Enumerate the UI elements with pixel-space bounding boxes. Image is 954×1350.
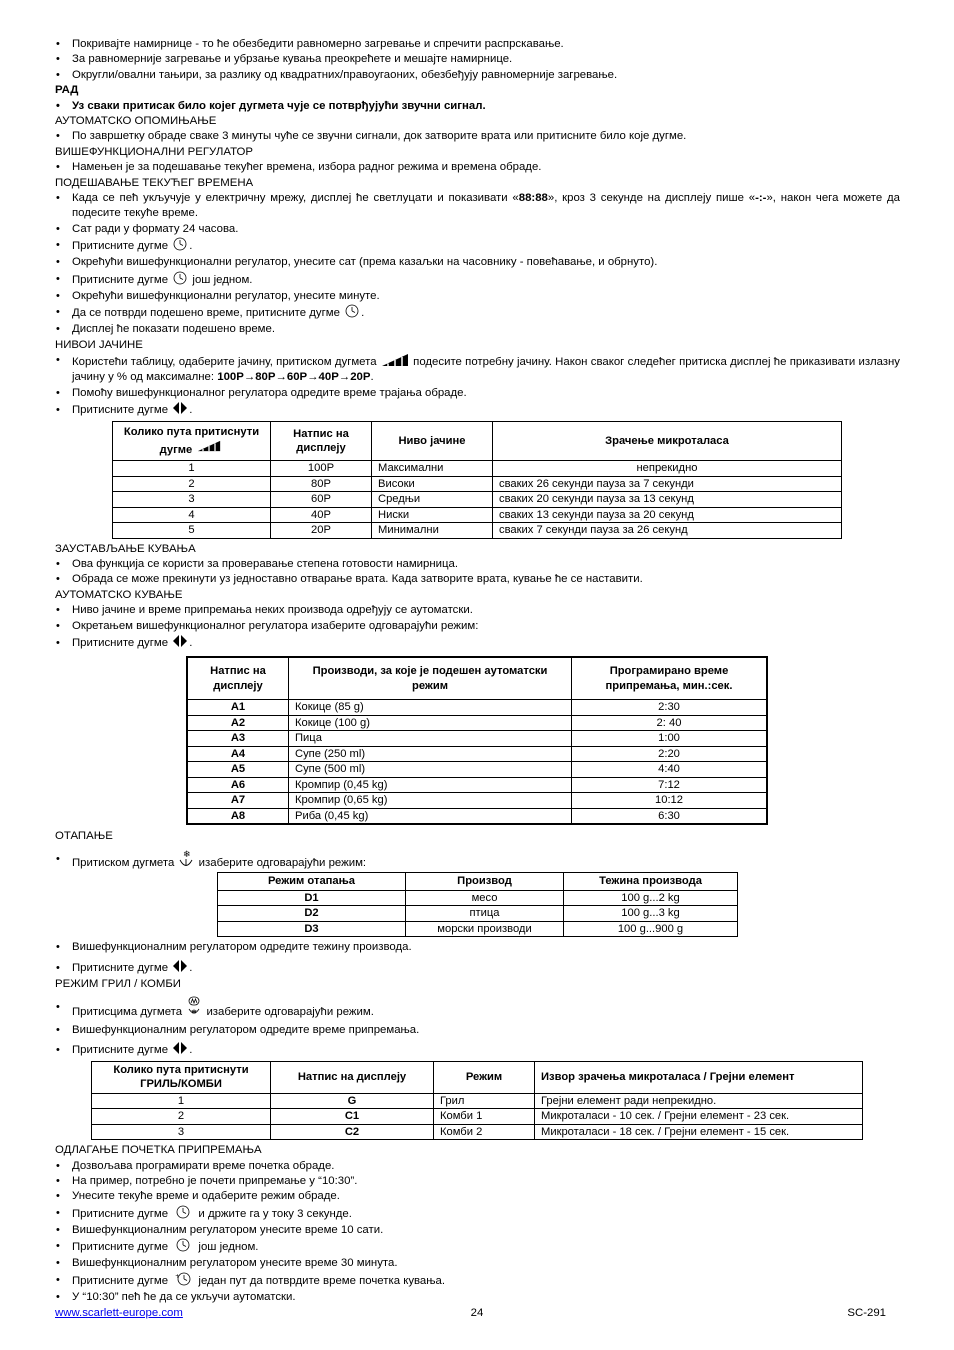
table-row xyxy=(187,715,767,731)
table-header: Колико пута притиснути ГРИЛЬ/КОМБИ xyxy=(92,1061,271,1093)
table-cell: 5 xyxy=(113,523,271,539)
list-item: • Намењен је за подешавање текућег времена, избора радног режима и времена обраде. xyxy=(55,160,900,175)
section-title-auto-warn: АУТОМАТСКО ОПОМИЊАЊЕ xyxy=(55,115,217,128)
table-cell: сваких 7 секунди пауза за 26 секунд xyxy=(493,523,842,539)
list-item: • По завршетку обраде сваке 3 минуты чуће се звучни сигнали, док затворите врата или притисните било које дугме. xyxy=(55,129,900,144)
table-cell: Максимални xyxy=(372,461,493,477)
list-text: Притиском дугмета xyxy=(72,857,175,870)
table-row xyxy=(113,461,842,477)
table-cell: 6:30 xyxy=(572,808,768,824)
list-item: • За равномерније загревање и убрзање кувања преокрећете и мешајте намирнице. xyxy=(55,52,900,67)
table-row xyxy=(218,921,738,937)
table-header: Режим отапања xyxy=(218,873,406,891)
table-cell: 10:12 xyxy=(572,793,768,809)
table-cell: 4 xyxy=(113,507,271,523)
list-item: • Притисните дугме . xyxy=(55,959,900,977)
table-cell: Микроталаси - 18 сек. / Грејни елемент - 15 сек. xyxy=(535,1124,863,1140)
table-cell: A5 xyxy=(187,762,289,778)
table-cell: птица xyxy=(406,906,564,922)
list-item: • Притисните дугме . xyxy=(55,237,900,255)
clock-icon xyxy=(172,1272,194,1286)
table-cell: A4 xyxy=(187,746,289,762)
list-text: », након чега можете да подесите текуће време. xyxy=(72,192,900,220)
section-title-clock: ПОДЕШАВАЊЕ ТЕКУЋЕГ ВРЕМЕНА xyxy=(55,176,254,189)
list-item: • Окрећући вишефункционални регулатор, унесите сат (према казаљки на часовнику - повећавање, и обрнуто). xyxy=(55,255,900,270)
table-header: Натпис на дисплеју xyxy=(187,657,289,700)
list-item xyxy=(55,996,900,1023)
table-cell: Кокице (85 g) xyxy=(289,700,572,716)
page-number: 24 xyxy=(470,1307,484,1319)
list-text: подесите потребну јачину. Након сваког следећег притиска дисплеј ће приказивати излазну јачину у % од максималне: xyxy=(72,355,901,384)
clock-icon xyxy=(172,1205,194,1219)
table-row xyxy=(113,523,842,539)
table-cell: A7 xyxy=(187,793,289,809)
website-link[interactable]: www.scarlett-europe.com xyxy=(55,1307,183,1319)
table-header: Производи, за које је подешен аутоматски режим xyxy=(289,657,572,700)
list-item: • Округли/овални тањири, за разлику од квадратних/правоугаоних, обезбеђују равномерније загревање. xyxy=(55,68,900,83)
table-row xyxy=(187,700,767,716)
table-cell: 40P xyxy=(271,507,372,523)
list-text: Притисните дугме xyxy=(72,961,169,974)
clock-icon xyxy=(172,271,188,285)
list-text: Притисните дугме xyxy=(72,273,169,286)
section-title-grill: РЕЖИМ ГРИЛ / КОМБИ xyxy=(55,977,181,990)
table-header-row xyxy=(187,657,767,700)
table-cell: Минимални xyxy=(372,523,493,539)
list-item xyxy=(55,271,900,289)
table-cell: 60P xyxy=(271,492,372,508)
table-header: Натпис на дисплеју xyxy=(271,422,372,461)
table-header xyxy=(113,422,271,461)
table-header: Натпис на дисплеју xyxy=(271,1061,434,1093)
table-row xyxy=(113,492,842,508)
table-row xyxy=(218,890,738,906)
list-item: • Притисните дугме . xyxy=(55,634,900,652)
table-cell: A6 xyxy=(187,777,289,793)
table-cell: Пица xyxy=(289,731,572,747)
table-cell: Грејни елемент ради непрекидно. xyxy=(535,1093,863,1109)
table-cell: C1 xyxy=(271,1109,434,1125)
power-level-icon xyxy=(196,440,222,454)
section-title-defrost: ОТАПАЊЕ xyxy=(55,830,113,843)
table-cell: Риба (0,45 kg) xyxy=(289,808,572,824)
table-header: Извор зрачења микроталаса / Грејни елемент xyxy=(535,1061,863,1093)
table-cell: Грил xyxy=(434,1093,535,1109)
table-cell: 80P xyxy=(271,476,372,492)
list-item xyxy=(55,1205,900,1223)
table-header: Ниво јачине xyxy=(372,422,493,461)
table-cell: 100 g...900 g xyxy=(564,921,738,937)
table-cell: 7:12 xyxy=(572,777,768,793)
list-text: Притисните дугме xyxy=(72,1043,169,1056)
list-item: • Вишефункционалним регулатором унесите време 10 сати. xyxy=(55,1223,900,1238)
list-text: », кроз 3 секунде на дисплеју пише « xyxy=(547,192,756,205)
clock-icon xyxy=(172,237,188,251)
start-icon xyxy=(172,1041,188,1055)
svg-text:❄: ❄ xyxy=(183,850,192,861)
list-text: Када се пећ укључује у електричну мрежу, дисплеј ће светлуцати и показивати « xyxy=(72,192,519,205)
grill-combi-table xyxy=(91,1061,863,1141)
table-cell: сваких 26 секунди пауза за 7 секунди xyxy=(493,476,842,492)
list-item xyxy=(55,1238,900,1256)
list-item: • Дисплеј ће показати подешено време. xyxy=(55,322,900,337)
auto-cook-table xyxy=(186,656,768,825)
table-cell: D2 xyxy=(218,906,406,922)
display-code: -:- xyxy=(755,192,767,205)
table-header: Тежина производа xyxy=(564,873,738,891)
table-cell: 1 xyxy=(113,461,271,477)
table-cell: D1 xyxy=(218,890,406,906)
table-cell: A1 xyxy=(187,700,289,716)
table-cell: сваких 20 секунди пауза за 13 секунд xyxy=(493,492,842,508)
table-cell: 100P xyxy=(271,461,372,477)
power-level-table xyxy=(112,421,842,539)
table-cell: сваких 13 секунди пауза за 20 секунд xyxy=(493,507,842,523)
page-footer xyxy=(55,1307,900,1323)
start-icon xyxy=(172,959,188,973)
section-title-rad: РАД xyxy=(55,84,79,97)
table-cell: G xyxy=(271,1093,434,1109)
table-row xyxy=(92,1109,863,1125)
list-item: • Унесите текуће време и одаберите режим обраде. xyxy=(55,1189,900,1204)
list-text: Да се потврди подешено време, притисните дугме xyxy=(72,307,340,320)
list-text: изаберите одговарајући режим: xyxy=(198,857,367,870)
list-item: • Сат ради у формату 24 часова. xyxy=(55,222,900,237)
defrost-icon xyxy=(178,849,194,869)
table-header: Зрачење микроталаса xyxy=(493,422,842,461)
table-cell: Микроталаси - 10 сек. / Грејни елемент - 23 сек. xyxy=(535,1109,863,1125)
list-item: • Притисните дугме . xyxy=(55,401,900,419)
table-cell: Кромпир (0,65 kg) xyxy=(289,793,572,809)
table-row xyxy=(187,793,767,809)
start-icon xyxy=(172,634,188,648)
defrost-table xyxy=(217,872,738,937)
list-item: • Дозвољава програмирати време почетка обраде. xyxy=(55,1159,900,1174)
header-text: Колико пута притиснути дугме xyxy=(123,426,260,456)
table-cell: Супе (250 ml) xyxy=(289,746,572,762)
list-item: • Помоћу вишефункционалног регулатора одредите време трајања обраде. xyxy=(55,386,900,401)
section-title-delay: ОДЛАГАЊЕ ПОЧЕТКА ПРИПРЕМАЊА xyxy=(55,1144,262,1157)
table-header: Режим xyxy=(434,1061,535,1093)
table-cell: 4:40 xyxy=(572,762,768,778)
power-sequence: 100P→80P→60P→40P→20P xyxy=(217,371,371,384)
table-cell: A3 xyxy=(187,731,289,747)
table-header: Програмирано време припремања, мин.:сек. xyxy=(572,657,768,700)
start-icon xyxy=(172,401,188,415)
list-item: • Покривајте намирнице - то ће обезбедити равномерно загревање и спречити распрскавање. xyxy=(55,37,900,52)
list-text: још једном. xyxy=(192,273,253,286)
table-cell: 100 g...3 kg xyxy=(564,906,738,922)
document-content xyxy=(55,37,900,1305)
table-header: Производ xyxy=(406,873,564,891)
table-cell: D3 xyxy=(218,921,406,937)
table-row xyxy=(92,1124,863,1140)
list-text: Притисните дугме xyxy=(72,1274,169,1287)
clock-icon xyxy=(344,304,360,318)
list-text: Притисните дугме xyxy=(72,1207,169,1220)
table-header-row xyxy=(92,1061,863,1093)
table-cell: 2: 40 xyxy=(572,715,768,731)
list-item: • У “10:30” пећ ће да се укључи аутоматски. xyxy=(55,1290,900,1305)
table-cell: Високи xyxy=(372,476,493,492)
list-item: • Користећи таблицу, одаберите јачину, притиском дугмета подесите потребну јачину. Након сваког следећег притиска дисплеј ће приказивати излазну јачину у % од максималне: 100P→80P→60P→40P→20P. xyxy=(55,353,900,386)
table-cell: 100 g...2 kg xyxy=(564,890,738,906)
table-cell: 2 xyxy=(92,1109,271,1125)
list-item: • Притисните дугме . xyxy=(55,1041,900,1059)
list-item: • Уз сваки притисак било којег дугмета чује се потврђујући звучни сигнал. xyxy=(55,99,900,114)
table-cell: A8 xyxy=(187,808,289,824)
list-item: • Вишефункционалним регулатором одредите време припремања. xyxy=(55,1023,900,1038)
clock-icon xyxy=(172,1238,194,1252)
list-text: и држите га у току 3 секунде. xyxy=(198,1207,352,1220)
list-item: • Обрада се може прекинути уз једноставно отварање врата. Када затворите врата, кување ће се наставити. xyxy=(55,572,900,587)
section-title-power: НИВОИ ЈАЧИНЕ xyxy=(55,338,143,351)
list-text: Притисните дугме xyxy=(72,637,169,650)
table-cell: месо xyxy=(406,890,564,906)
list-item: • Окретањем вишефункционалног регулатора изаберите одговарајући режим: xyxy=(55,619,900,634)
list-item xyxy=(55,191,900,222)
grill-icon xyxy=(186,996,202,1018)
list-item: • Окрећући вишефункционални регулатор, унесите минуте. xyxy=(55,289,900,304)
table-row xyxy=(187,746,767,762)
list-item xyxy=(55,1272,900,1290)
list-text: Притисните дугме xyxy=(72,240,169,253)
table-row xyxy=(92,1093,863,1109)
table-cell: A2 xyxy=(187,715,289,731)
table-cell: 1:00 xyxy=(572,731,768,747)
table-cell: Средњи xyxy=(372,492,493,508)
table-cell: Кокице (100 g) xyxy=(289,715,572,731)
table-cell: 1 xyxy=(92,1093,271,1109)
table-cell: 3 xyxy=(92,1124,271,1140)
list-item xyxy=(55,849,900,873)
model-number: SC-291 xyxy=(847,1307,886,1319)
table-cell: Кромпир (0,45 kg) xyxy=(289,777,572,793)
table-row xyxy=(218,906,738,922)
table-cell: Супе (500 ml) xyxy=(289,762,572,778)
power-level-icon xyxy=(381,353,409,367)
table-row xyxy=(187,762,767,778)
table-header-row xyxy=(113,422,842,461)
list-text: један пут да потврдите време почетка кувања. xyxy=(198,1274,446,1287)
section-title-multi: ВИШЕФУНКЦИОНАЛНИ РЕГУЛАТОР xyxy=(55,145,253,158)
table-cell: 2 xyxy=(113,476,271,492)
table-cell: C2 xyxy=(271,1124,434,1140)
table-row xyxy=(187,731,767,747)
section-title-autocook: АУТОМАТСКО КУВАЊЕ xyxy=(55,588,183,601)
table-cell: 2:20 xyxy=(572,746,768,762)
list-text: Притисните дугме xyxy=(72,404,169,417)
list-item: • Вишефункционалним регулатором одредите тежину производа. xyxy=(55,940,900,955)
display-code: 88:88 xyxy=(518,192,548,205)
table-cell: Комби 1 xyxy=(434,1109,535,1125)
list-item: • Ниво јачине и време припремања неких производа одређују се аутоматски. xyxy=(55,603,900,618)
table-cell: 2:30 xyxy=(572,700,768,716)
table-cell: непрекидно xyxy=(493,461,842,477)
table-cell: 3 xyxy=(113,492,271,508)
list-item: • Ова функција се користи за проверавање степена готовости намирница. xyxy=(55,557,900,572)
list-text: Притисцима дугмета xyxy=(72,1006,183,1019)
table-cell: Ниски xyxy=(372,507,493,523)
svg-text:+: + xyxy=(175,1272,181,1280)
table-row xyxy=(187,808,767,824)
list-text: Притисните дугме xyxy=(72,1241,169,1254)
list-text: изаберите одговарајући режим. xyxy=(206,1006,374,1019)
list-text: Користећи таблицу, одаберите јачину, притиском дугмета xyxy=(72,355,377,368)
list-item: • Вишефункционалним регулатором унесите време 30 минута. xyxy=(55,1256,900,1271)
list-text: још једном. xyxy=(198,1241,259,1254)
table-cell: 20P xyxy=(271,523,372,539)
list-item: • Да се потврди подешено време, притисните дугме . xyxy=(55,304,900,322)
table-row xyxy=(187,777,767,793)
table-cell: морски производи xyxy=(406,921,564,937)
table-row xyxy=(113,476,842,492)
table-cell: Комби 2 xyxy=(434,1124,535,1140)
table-row xyxy=(113,507,842,523)
table-header-row xyxy=(218,873,738,891)
list-item: • На пример, потребно је почети припремање у “10:30”. xyxy=(55,1174,900,1189)
section-title-pause: ЗАУСТАВЉАЊЕ КУВАЊА xyxy=(55,542,196,555)
